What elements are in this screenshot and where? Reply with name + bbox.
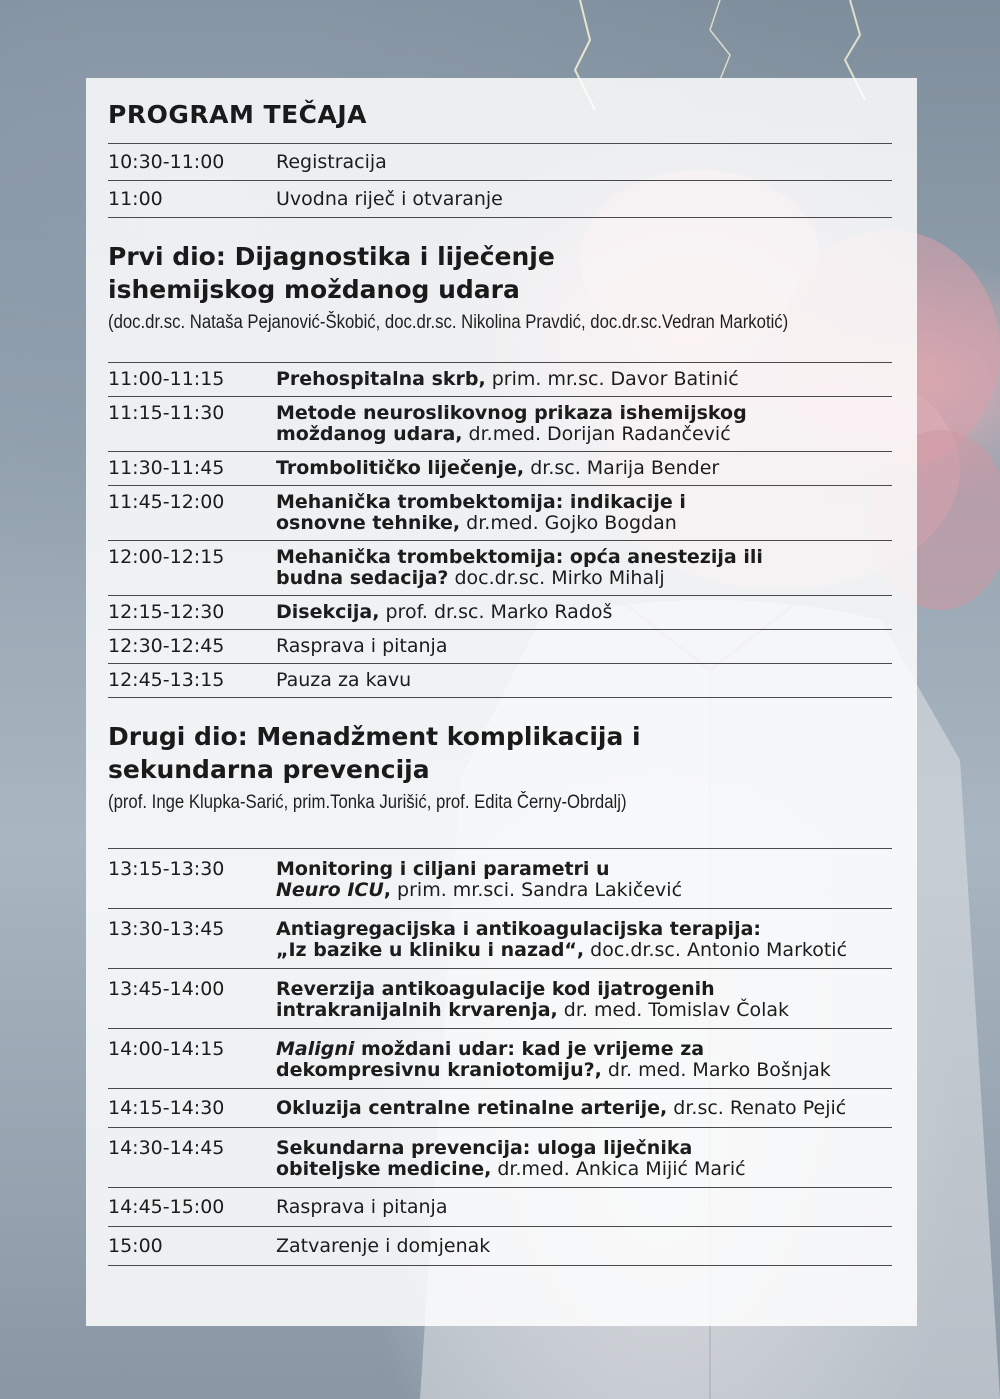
activity-cell	[276, 1098, 846, 1119]
program-panel	[86, 78, 917, 1326]
schedule-row	[108, 1226, 892, 1265]
time-cell: 12:45-13:15	[108, 669, 225, 691]
topic-text: obiteljske medicine,	[276, 1158, 492, 1180]
topic-text: Metode neuroslikovnog prikaza ishemijskog	[276, 402, 747, 424]
schedule-row	[108, 180, 892, 217]
time-cell: 15:00	[108, 1235, 163, 1257]
topic-text: Sekundarna prevencija: uloga liječnika	[276, 1137, 693, 1159]
divider	[108, 217, 892, 218]
time-cell: 13:15-13:30	[108, 858, 225, 880]
speaker-text: dr.med. Gojko Bogdan	[460, 512, 677, 534]
time-cell: 13:45-14:00	[108, 978, 225, 1000]
schedule-row	[108, 629, 892, 663]
schedule-row	[108, 540, 892, 595]
time-cell: 10:30-11:00	[108, 151, 225, 173]
speaker-text: doc.dr.sc. Antonio Markotić	[584, 939, 848, 961]
italic-text: Neuro ICU	[276, 879, 384, 901]
time-cell: 11:00	[108, 188, 163, 210]
italic-text: Maligni	[276, 1038, 355, 1060]
topic-text: intrakranijalnih krvarenja,	[276, 999, 558, 1021]
activity-cell	[276, 403, 747, 445]
activity-cell	[276, 979, 789, 1021]
activity-cell: Uvodna riječ i otvaranje	[276, 188, 503, 210]
topic-text: Prehospitalna skrb,	[276, 368, 486, 390]
topic-text: Trombolitičko liječenje,	[276, 457, 525, 479]
topic-text: Mehanička trombektomija: indikacije i	[276, 491, 686, 513]
time-cell: 11:30-11:45	[108, 457, 225, 479]
activity-cell	[276, 492, 686, 534]
schedule-row	[108, 485, 892, 540]
topic-text: Mehanička trombektomija: opća anestezija ili	[276, 546, 763, 568]
speaker-text: Zatvarenje i domjenak	[276, 1235, 491, 1257]
activity-cell	[276, 1236, 490, 1257]
topic-text: osnovne tehnike,	[276, 512, 461, 534]
time-cell: 11:15-11:30	[108, 402, 225, 424]
time-cell: 12:30-12:45	[108, 635, 225, 657]
speaker-text: prof. dr.sc. Marko Radoš	[379, 601, 613, 623]
time-cell: 12:15-12:30	[108, 601, 225, 623]
page-title: PROGRAM TEČAJA	[108, 100, 368, 129]
schedule-row	[108, 143, 892, 180]
schedule-row	[108, 1187, 892, 1226]
time-cell: 14:15-14:30	[108, 1097, 225, 1119]
schedule-part2	[108, 848, 892, 1266]
divider	[108, 1265, 892, 1266]
activity-cell	[276, 670, 411, 691]
activity-cell	[276, 1039, 831, 1081]
speaker-text: dr.sc. Renato Pejić	[667, 1097, 847, 1119]
schedule-row	[108, 1127, 892, 1187]
schedule-row	[108, 663, 892, 697]
schedule-row	[108, 451, 892, 485]
time-cell: 14:30-14:45	[108, 1137, 225, 1159]
speaker-text: Rasprava i pitanja	[276, 635, 448, 657]
schedule-row	[108, 908, 892, 968]
schedule-row	[108, 968, 892, 1028]
speaker-text: prim. mr.sci. Sandra Lakičević	[391, 879, 683, 901]
topic-text: moždanog udara,	[276, 423, 463, 445]
activity-cell: Registracija	[276, 151, 387, 173]
topic-text: ,	[383, 879, 392, 901]
schedule-row	[108, 595, 892, 629]
activity-cell	[276, 547, 763, 589]
speaker-text: Rasprava i pitanja	[276, 1196, 448, 1218]
schedule-row	[108, 848, 892, 908]
time-cell: 12:00-12:15	[108, 546, 225, 568]
speaker-text: dr.med. Dorijan Radančević	[462, 423, 731, 445]
schedule-row	[108, 1088, 892, 1127]
schedule-row	[108, 1028, 892, 1088]
topic-text: moždani udar: kad je vrijeme za	[354, 1038, 705, 1060]
divider	[108, 697, 892, 698]
activity-cell	[276, 1138, 746, 1180]
speaker-text: dr.med. Ankica Mijić Marić	[491, 1158, 746, 1180]
speaker-text: doc.dr.sc. Mirko Mihalj	[448, 567, 665, 589]
topic-text: dekompresivnu kraniotomiju?,	[276, 1059, 602, 1081]
schedule-part1	[108, 362, 892, 698]
schedule-row	[108, 362, 892, 396]
topic-text: Okluzija centralne retinalne arterije,	[276, 1097, 668, 1119]
topic-text: „Iz bazike u kliniku i nazad“,	[276, 939, 585, 961]
speaker-text: prim. mr.sc. Davor Batinić	[485, 368, 739, 390]
topic-text: Disekcija,	[276, 601, 380, 623]
time-cell: 14:00-14:15	[108, 1038, 225, 1060]
activity-cell	[276, 636, 447, 657]
section-title-part2: Drugi dio: Menadžment komplikacija i sekundarna prevencija	[108, 722, 641, 784]
activity-cell	[276, 1197, 447, 1218]
schedule-row	[108, 396, 892, 451]
moderators-part1: (doc.dr.sc. Nataša Pejanović-Škobić, doc.dr.sc. Nikolina Pravdić, doc.dr.sc.Vedran Markotić)	[108, 312, 789, 333]
topic-text: budna sedacija?	[276, 567, 449, 589]
time-cell: 11:00-11:15	[108, 368, 225, 390]
topic-text: Monitoring i ciljani parametri u	[276, 858, 610, 880]
section-title-part1: Prvi dio: Dijagnostika i liječenje ishemijskog moždanog udara	[108, 242, 555, 304]
speaker-text: dr. med. Tomislav Čolak	[557, 999, 790, 1021]
activity-cell	[276, 919, 847, 961]
time-cell: 13:30-13:45	[108, 918, 225, 940]
speaker-text: dr. med. Marko Bošnjak	[601, 1059, 831, 1081]
activity-cell	[276, 369, 739, 390]
activity-cell	[276, 458, 719, 479]
speaker-text: dr.sc. Marija Bender	[524, 457, 720, 479]
activity-cell	[276, 602, 612, 623]
time-cell: 14:45-15:00	[108, 1196, 225, 1218]
topic-text: Antiagregacijska i antikoagulacijska terapija:	[276, 918, 762, 940]
time-cell: 11:45-12:00	[108, 491, 225, 513]
activity-cell	[276, 859, 682, 901]
topic-text: Reverzija antikoagulacije kod ijatrogenih	[276, 978, 715, 1000]
speaker-text: Pauza za kavu	[276, 669, 412, 691]
moderators-part2: (prof. Inge Klupka-Sarić, prim.Tonka Jurišić, prof. Edita Černy-Obrdalj)	[108, 792, 627, 813]
